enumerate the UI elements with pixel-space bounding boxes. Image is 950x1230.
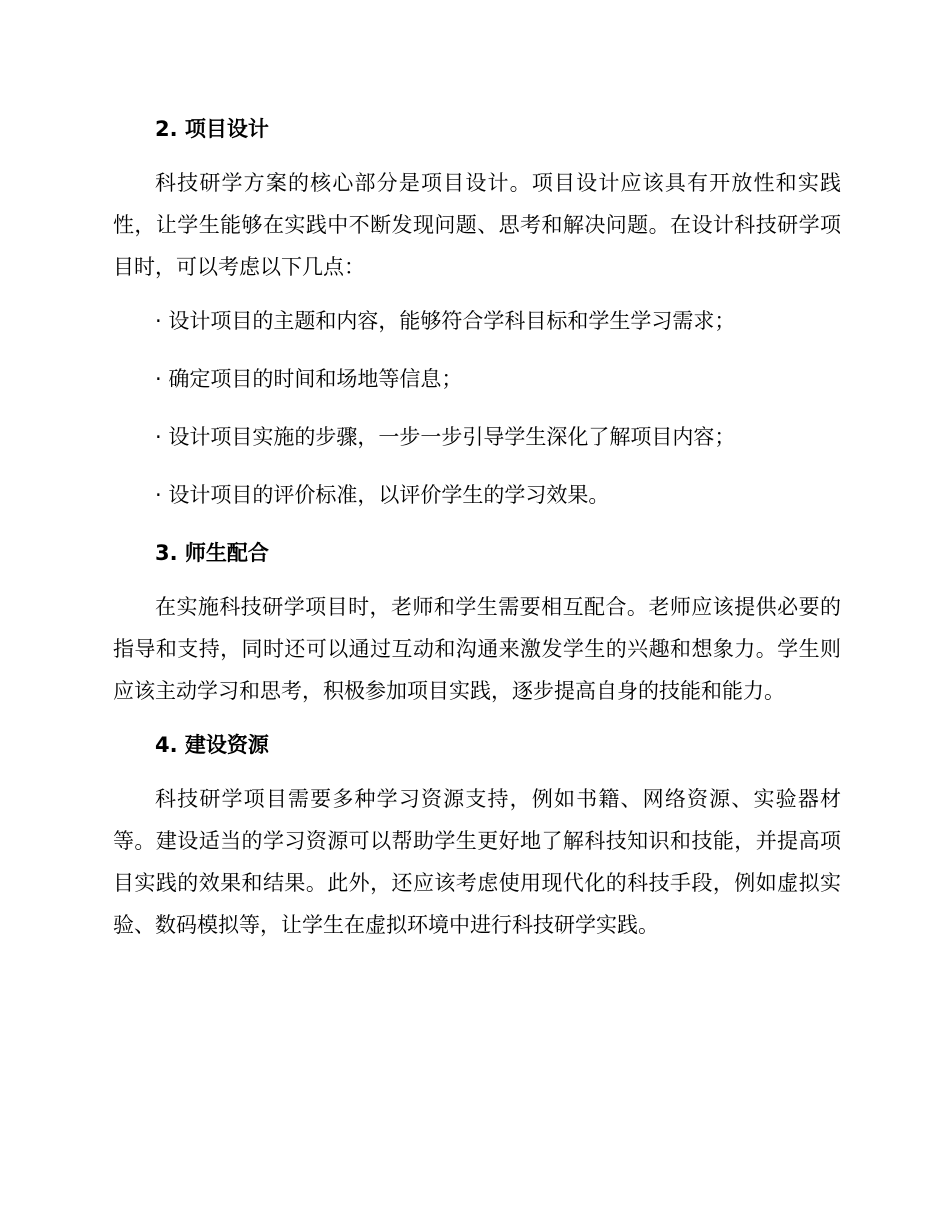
section-paragraph: 科技研学项目需要多种学习资源支持，例如书籍、网络资源、实验器材等。建设适当的学习资源可以帮助学生更好地了解科技知识和技能，并提高项目实践的效果和结果。此外，还应该考虑使用现代化的科技手段，例如虚拟实验、数码模拟等，让学生在虚拟环境中进行科技研学实践。	[113, 787, 841, 937]
section-project-design	[113, 108, 841, 516]
bullet-item: · 设计项目实施的步骤，一步一步引导学生深化了解项目内容；	[155, 425, 736, 449]
bullet-item: · 确定项目的时间和场地等信息；	[155, 367, 463, 391]
section-resources	[113, 724, 841, 946]
document-body	[113, 108, 841, 958]
section-teacher-student	[113, 532, 841, 712]
section-paragraph: 在实施科技研学项目时，老师和学生需要相互配合。老师应该提供必要的指导和支持，同时还可以通过互动和沟通来激发学生的兴趣和想象力。学生则应该主动学习和思考，积极参加项目实践，逐步提高自身的技能和能力。	[113, 595, 841, 703]
bullet-item: · 设计项目的评价标准，以评价学生的学习效果。	[155, 483, 610, 507]
section-heading: 3. 师生配合	[155, 541, 269, 565]
section-heading: 2. 项目设计	[155, 117, 269, 141]
section-heading: 4. 建设资源	[155, 733, 269, 757]
bullet-list	[113, 300, 841, 516]
bullet-item: · 设计项目的主题和内容，能够符合学科目标和学生学习需求；	[155, 309, 736, 333]
section-paragraph: 科技研学方案的核心部分是项目设计。项目设计应该具有开放性和实践性，让学生能够在实践中不断发现问题、思考和解决问题。在设计科技研学项目时，可以考虑以下几点：	[113, 171, 841, 279]
